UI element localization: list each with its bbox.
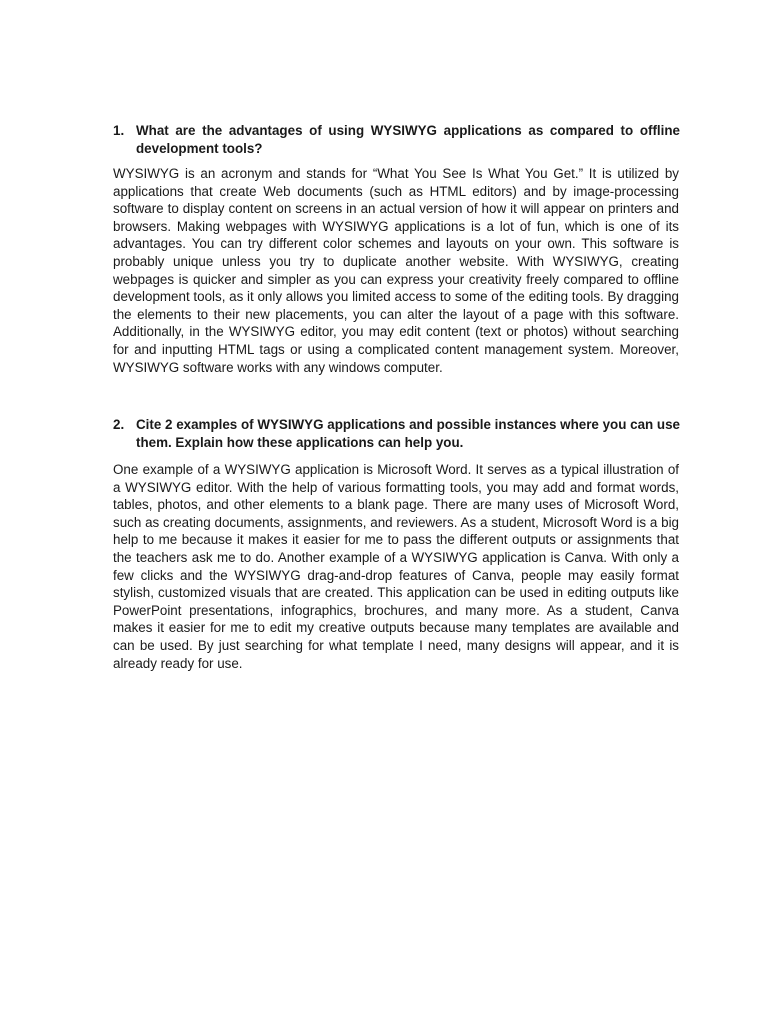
answer-1: WYSIWYG is an acronym and stands for “What You See Is What You Get.” It is utilized by applications that create Web documents (such as HTML editors) and by image-processing software to display content on screens in an actual version of how it will appear on printers and browsers. Making webpages with WYSIWYG applications is a lot of fun, which is one of its advantages. You can try different color schemes and layouts on your own. This software is probably unique unless you try to duplicate another website. With WYSIWYG, creating webpages is quicker and simpler as you can express your creativity freely compared to offline development tools, as it only allows you limited access to some of the editing tools. By dragging the elements to their new placements, you can alter the layout of a page with this software. Additionally, in the WYSIWYG editor, you may edit content (text or photos) without searching for and inputting HTML tags or using a complicated content management system. Moreover, WYSIWYG software works with any windows computer. [113,166,679,375]
question-number: 2. [113,417,125,432]
question-text: Cite 2 examples of WYSIWYG applications and possible instances where you can use them. Explain how these applications can help you. [136,417,680,450]
question-2 [113,416,680,452]
question-text: What are the advantages of using WYSIWYG applications as compared to offline development tools? [136,123,680,156]
question-number: 1. [113,123,125,138]
question-1 [113,122,680,158]
answer-2: One example of a WYSIWYG application is Microsoft Word. It serves as a typical illustration of a WYSIWYG editor. With the help of various formatting tools, you may add and format words, tables, photos, and other elements to a blank page. There are many uses of Microsoft Word, such as creating documents, assignments, and reviewers. As a student, Microsoft Word is a big help to me because it makes it easier for me to pass the different outputs or assignments that the teachers ask me to do. Another example of a WYSIWYG application is Canva. With only a few clicks and the WYSIWYG drag-and-drop features of Canva, people may easily format stylish, customized visuals that are created. This application can be used in editing outputs like PowerPoint presentations, infographics, brochures, and many more. As a student, Canva makes it easier for me to edit my creative outputs because many templates are available and can be used. By just searching for what template I need, many designs will appear, and it is already ready for use. [113,462,679,671]
